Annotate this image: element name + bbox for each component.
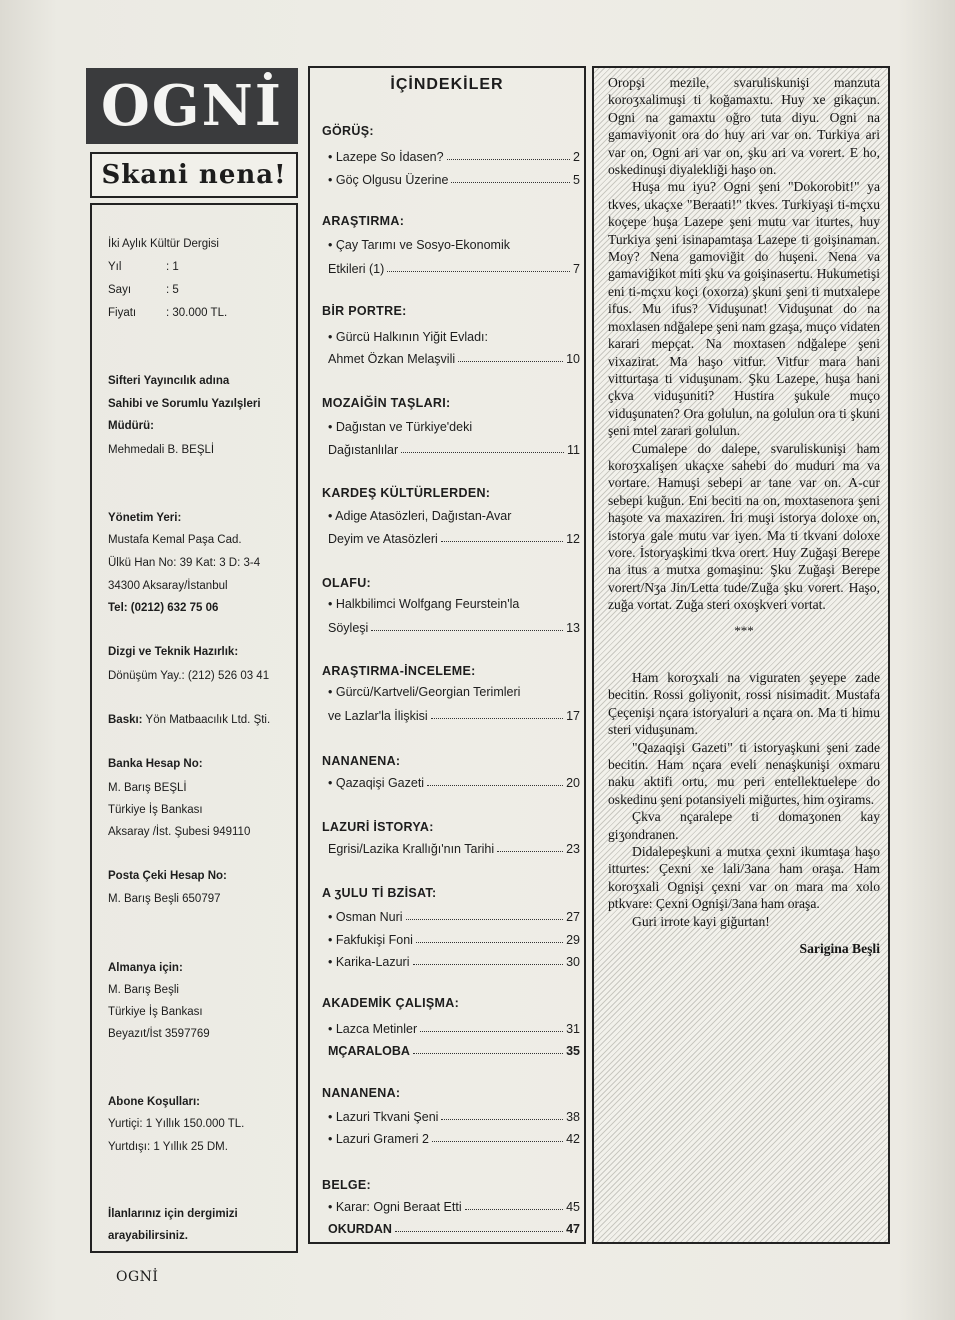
- toc-entry[interactable]: [328, 1196, 580, 1214]
- ads-line-2: arayabilirsiniz.: [108, 1230, 188, 1242]
- toc-entry-title: Ahmet Özkan Melaşvili: [328, 352, 456, 366]
- toc-section: OLAFU:: [322, 576, 372, 590]
- dot-leader: [458, 361, 563, 362]
- issue-value: : 5: [166, 284, 179, 296]
- toc-entry-line: • Adige Atasözleri, Dağıstan-Avar: [328, 509, 512, 523]
- toc-entry[interactable]: [328, 169, 580, 187]
- issue-label: Sayı: [108, 284, 132, 296]
- toc-entry-page: 31: [566, 1022, 580, 1036]
- germany-line-1: M. Barış Beşli: [108, 984, 179, 996]
- toc-entry-title: Egrisi/Lazika Krallığı'nın Tarihi: [328, 842, 495, 856]
- imprint-box: [90, 203, 298, 1253]
- dot-leader: [497, 851, 563, 852]
- toc-heading: İÇİNDEKİLER: [390, 76, 504, 93]
- year-label: Yıl: [108, 261, 122, 273]
- price-value: : 30.000 TL.: [166, 307, 228, 319]
- dot-leader: [406, 919, 564, 920]
- imprint-year: [108, 256, 179, 279]
- dot-leader: [371, 630, 563, 631]
- germany-line-2: Türkiye İş Bankası: [108, 1006, 203, 1018]
- toc-entry-title: • Lazuri Grameri 2: [328, 1132, 429, 1146]
- publisher-line-1: Sifteri Yayıncılık adına: [108, 375, 230, 387]
- editorial-paragraph: "Qazaqişi Gazeti" ti istoryaşkuni şeni zade becitin. Ham nçara eveli nenaşkunişi oxmaru naku aktifi ortu, mu peri entellektuelepe do oskedinu şeni potansiyeli miğurtes, him oʒirams.: [608, 739, 880, 807]
- dot-leader: [413, 964, 564, 965]
- toc-entry-title: MÇARALOBA: [328, 1044, 410, 1058]
- page-footer: OGNİ: [116, 1269, 159, 1285]
- editorial-paragraph: Çkva nçaralepe ti domaʒonen kay giʒondranen.: [608, 809, 880, 842]
- toc-entry-title: • Lazuri Tkvani Şeni: [328, 1110, 439, 1124]
- bank-line-1: M. Barış BEŞLİ: [108, 782, 187, 794]
- toc-section: NANANENA:: [322, 754, 401, 768]
- toc-entry-title: • Göç Olgusu Üzerine: [328, 173, 449, 187]
- dot-leader: [420, 1031, 563, 1032]
- publisher-name: Mehmedali B. BEŞLİ: [108, 444, 215, 456]
- office-line-1: Mustafa Kemal Paşa Cad.: [108, 534, 242, 546]
- editorial-paragraph: Didalepeşkuni a mutxa çexni ikumtaşa haşo itturtes: Çexni xe lali/3ana ham oraşa. Ham koroʒxali Ognişi çexni var on mara ma xolo ptkvare: Çexni Ognişi/3ana ham oraşa.: [608, 844, 880, 912]
- toc-entry[interactable]: [328, 1106, 580, 1124]
- toc-entry-title: • Lazca Metinler: [328, 1022, 418, 1036]
- toc-section: ARAŞTIRMA:: [322, 214, 405, 228]
- toc-entry[interactable]: [328, 1128, 580, 1146]
- toc-entry-page: 38: [566, 1110, 580, 1124]
- toc-entry[interactable]: [328, 929, 580, 947]
- dot-leader: [401, 452, 564, 453]
- toc-entry[interactable]: [328, 439, 580, 457]
- toc-entry-page: 7: [573, 262, 580, 276]
- toc-entry-page: 2: [573, 150, 580, 164]
- editorial-paragraph: Ham koroʒxali na viguraten şeyepe zade becitin. Rossi goliyonit, rossi nisimadit. Mustafa Çeçenişi nçara istoryaluri a nçara on. Ma ti himu steri viduşunam.: [608, 670, 880, 738]
- toc-entry-title: Dağıstanlılar: [328, 443, 399, 457]
- price-label: Fiyatı: [108, 307, 137, 319]
- bank-line-2: Türkiye İş Bankası: [108, 804, 203, 816]
- dot-leader: [441, 1119, 563, 1120]
- editorial-text: [608, 74, 880, 958]
- toc-section: ARAŞTIRMA-İNCELEME:: [322, 664, 476, 678]
- toc-entry-line: • Gürcü Halkının Yiğit Evladı:: [328, 330, 489, 344]
- print-value: Yön Matbaacılık Ltd. Şti.: [145, 714, 271, 726]
- typeset-value: Dönüşüm Yay.: (212) 526 03 41: [108, 670, 270, 682]
- toc-entry-page: 23: [566, 842, 580, 856]
- toc-entry[interactable]: [328, 258, 580, 276]
- toc-entry-title: Deyim ve Atasözleri: [328, 532, 438, 546]
- toc-entry[interactable]: [328, 1218, 580, 1236]
- print-label: Baskı:: [108, 714, 143, 726]
- toc-entry-page: 17: [566, 709, 580, 723]
- toc-entry[interactable]: [328, 838, 580, 856]
- toc-entry[interactable]: [328, 1018, 580, 1036]
- toc-section: NANANENA:: [322, 1086, 401, 1100]
- ads-line-1: İlanlarınız için dergimizi: [108, 1208, 238, 1220]
- toc-entry-page: 10: [566, 352, 580, 366]
- typeset-heading: Dizgi ve Teknik Hazırlık:: [108, 646, 239, 658]
- subscription-abroad: Yurtdışı: 1 Yıllık 25 DM.: [108, 1141, 228, 1153]
- toc-entry-page: 30: [566, 955, 580, 969]
- dot-leader: [431, 718, 563, 719]
- dot-leader: [447, 159, 570, 160]
- subscription-heading: Abone Koşulları:: [108, 1096, 201, 1108]
- editorial-paragraph: Guri irrote kayi giğurtan!: [632, 913, 770, 929]
- year-value: : 1: [166, 261, 179, 273]
- imprint-issue: [108, 279, 179, 302]
- dot-leader: [441, 541, 563, 542]
- toc-entry-title: Etkileri (1): [328, 262, 385, 276]
- bank-line-3: Aksaray /İst. Şubesi 949110: [108, 826, 251, 838]
- magazine-slogan: Skani nena!: [90, 152, 298, 198]
- toc-entry[interactable]: [328, 951, 580, 969]
- toc-entry-line: • Halkbilimci Wolfgang Feurstein'la: [328, 597, 520, 611]
- toc-entry-page: 45: [566, 1200, 580, 1214]
- toc-entry[interactable]: [328, 772, 580, 790]
- toc-entry-page: 42: [566, 1132, 580, 1146]
- germany-line-3: Beyazıt/İst 3597769: [108, 1028, 210, 1040]
- editorial-paragraph: Huşa mu iyu? Ogni şeni "Dokorobit!" ya tkves, ukaçxe "Beraati!" tkves. Turkiyaşi ti-mçxu koçepe huşa Lazepe şeni mutu var iturtes, huy Turkiya şeni isinapamtaşa Lazepe ti goişinaman. Moy? Nena gamoviğit do huşeni. Nena va gamaviğikot miti şku va goişinasertu. Hukumetişi eni ti-mçxu koçi (oxorza) şkuni şeni ti mutxalepe ifus. Mu ifus? Viduşunat! Viduşunat do na moxlasen ndğalepe şeni nam gzaşa, muço vidaten karari mepçat. Na moxtasen ndğalepe şeni vixazirat. Ma haşo vitfur. Vitfur mara hani vitturtaşa ti viduşunam. Şku Lazepe, huşa hani çkva viduşuniti? Hustira şukule muço viduşunaten? Ora golulun, na golulun ora ti şkuni şeni mtel zarari golulun.: [608, 179, 880, 439]
- dot-leader: [432, 1141, 563, 1142]
- toc-section: A ʒULU Tİ BZİSAT:: [322, 886, 437, 900]
- subscription-domestic: Yurtiçi: 1 Yıllık 150.000 TL.: [108, 1118, 245, 1130]
- dot-leader: [413, 1053, 563, 1054]
- toc-entry-page: 20: [566, 776, 580, 790]
- dot-leader: [387, 271, 570, 272]
- toc-entry[interactable]: [328, 348, 580, 366]
- dot-leader: [395, 1231, 563, 1232]
- dot-leader: [416, 942, 563, 943]
- post-heading: Posta Çeki Hesap No:: [108, 870, 227, 882]
- imprint-subtitle: İki Aylık Kültür Dergisi: [108, 238, 219, 250]
- toc-entry[interactable]: [328, 1040, 580, 1058]
- bank-heading: Banka Hesap No:: [108, 758, 203, 770]
- publisher-line-2: Sahibi ve Sorumlu Yazılşleri: [108, 398, 261, 410]
- toc-entry[interactable]: [328, 705, 580, 723]
- section-separator: ***: [734, 622, 754, 638]
- toc-entry-title: • Karika-Lazuri: [328, 955, 410, 969]
- toc-entry-title: • Qazaqişi Gazeti: [328, 776, 425, 790]
- toc-entry-title: OKURDAN: [328, 1222, 392, 1236]
- toc-section: KARDEŞ KÜLTÜRLERDEN:: [322, 486, 491, 500]
- toc-section: GÖRÜŞ:: [322, 124, 374, 138]
- toc-entry-line: • Çay Tarımı ve Sosyo-Ekonomik: [328, 238, 510, 252]
- toc-entry[interactable]: [328, 617, 580, 635]
- imprint-price: [108, 302, 227, 325]
- dot-leader: [451, 182, 570, 183]
- toc-entry-page: 5: [573, 173, 580, 187]
- office-line-2: Ülkü Han No: 39 Kat: 3 D: 3-4: [108, 557, 261, 569]
- post-value: M. Barış Beşli 650797: [108, 893, 221, 905]
- editorial-box: [592, 66, 890, 1244]
- toc-entry-title: • Karar: Ogni Beraat Etti: [328, 1200, 462, 1214]
- dot-leader: [465, 1209, 563, 1210]
- toc-entry[interactable]: [328, 146, 580, 164]
- germany-heading: Almanya için:: [108, 962, 183, 974]
- toc-entry-title: ve Lazlar'la İlişkisi: [328, 709, 428, 723]
- toc-entry-page: 13: [566, 621, 580, 635]
- magazine-logo: OGNİ: [86, 68, 298, 144]
- editorial-paragraph: Oropşi mezile, svaruliskunişi manzuta koroʒxalimuşi ti koğamaxtu. Huy xe gikaçun. Ogni na gamaxtu oğro tuta diyu. Ogni na gamaviyonit ora do huy ari var on. Turkiya ari var on, Ogni ari var on, şku ari va vorert. E ho, oskedinuşi diyalekliği haşo on.: [608, 75, 880, 178]
- table-of-contents: [308, 66, 586, 1244]
- toc-entry-page: 12: [566, 532, 580, 546]
- toc-entry-title: • Osman Nuri: [328, 910, 403, 924]
- toc-section: LAZURİ İSTORYA:: [322, 820, 434, 834]
- dot-leader: [427, 785, 563, 786]
- office-heading: Yönetim Yeri:: [108, 512, 182, 524]
- editorial-paragraph: Cumalepe do dalepe, svaruliskunişi ham koroʒxalişen ukaçxe sahebi do muduri ma va vortare. Hamuşi sebepi ar tane var on. A-cur sebepi kuğun. Eni beciti na on, moxtasenora şeni haşote va maxaziren. İri muşi istorya doloxe on, istorya gale mutu var iyen. Ma ti tkvani doloxe vore. İstoryaşkimi tkva orert. Huy Zuğaşi Berepe na itus a mutxa gomaşinu: Şku Zuğaşi Berepe vorert/Nʒa Jin/Letta tude/Zuğa şku vorert. Haşo, zuğa vortat. Zuğa steri oxoşkveri vortat.: [608, 440, 880, 613]
- toc-entry-page: 47: [566, 1222, 580, 1236]
- toc-entry-title: • Lazepe So İdasen?: [328, 150, 444, 164]
- toc-section: BİR PORTRE:: [322, 304, 407, 318]
- toc-entry[interactable]: [328, 528, 580, 546]
- toc-section: BELGE:: [322, 1178, 372, 1192]
- office-line-3: 34300 Aksaray/İstanbul: [108, 580, 228, 592]
- toc-entry-title: Söyleşi: [328, 621, 369, 635]
- office-phone: Tel: (0212) 632 75 06: [108, 602, 219, 614]
- toc-entry[interactable]: [328, 906, 580, 924]
- toc-entry-page: 29: [566, 933, 580, 947]
- author-signature: Sarigina Beşli: [799, 941, 880, 957]
- toc-entry-title: • Fakfukişi Foni: [328, 933, 413, 947]
- toc-entry-page: 35: [566, 1044, 580, 1058]
- toc-entry-line: • Gürcü/Kartveli/Georgian Terimleri: [328, 685, 521, 699]
- toc-entry-line: • Dağıstan ve Türkiye'deki: [328, 420, 473, 434]
- toc-section: AKADEMİK ÇALIŞMA:: [322, 996, 460, 1010]
- toc-section: MOZAİĞİN TAŞLARI:: [322, 396, 451, 410]
- toc-entry-page: 11: [567, 443, 580, 457]
- toc-entry-page: 27: [566, 910, 580, 924]
- publisher-line-3: Müdürü:: [108, 420, 154, 432]
- print-info: [108, 709, 270, 732]
